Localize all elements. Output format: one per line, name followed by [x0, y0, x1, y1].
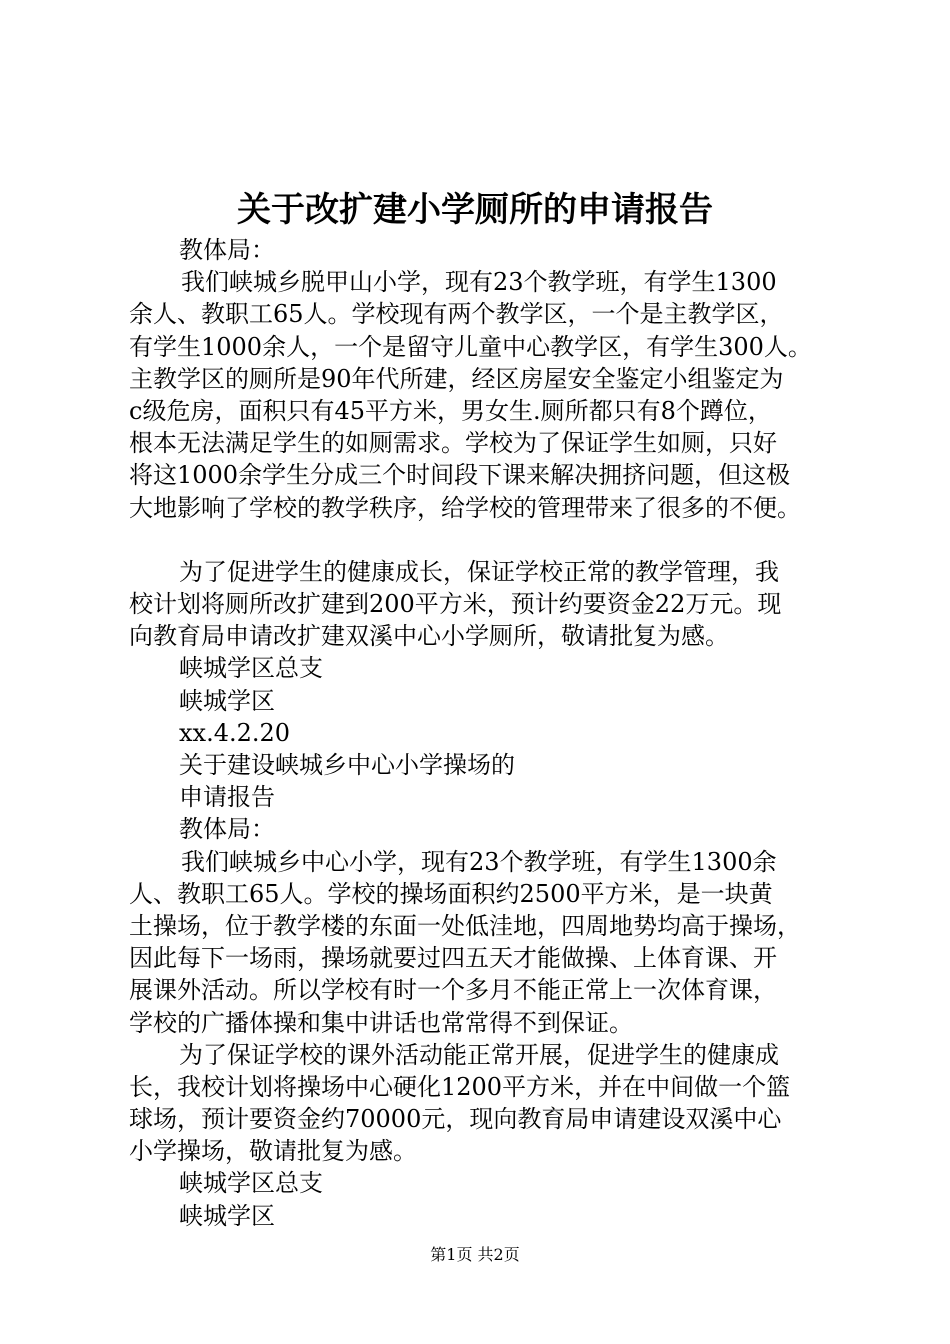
text-line: 长，我校计划将操场中心硬化1200平方米，并在中间做一个篮: [129, 1072, 791, 1101]
text-line: 教体局：: [179, 815, 275, 844]
text-line: 我们峡城乡中心小学，现有23个教学班，有学生1300余: [181, 847, 777, 876]
text-line: 根本无法满足学生的如厕需求。学校为了保证学生如厕，只好: [129, 429, 777, 458]
text-line: 将这1000余学生分成三个时间段下课来解决拥挤问题，但这极: [129, 461, 791, 490]
text-line: 校计划将厕所改扩建到200平方米，预计约要资金22万元。现: [129, 590, 782, 619]
text-line: 主教学区的厕所是90年代所建，经区房屋安全鉴定小组鉴定为: [129, 364, 784, 393]
text-line: 峡城学区: [179, 686, 275, 715]
text-line: 申请报告: [179, 783, 275, 812]
page-footer: 第1页 共2页: [430, 1245, 520, 1264]
text-line: 人、教职工65人。学校的操场面积约2500平方米，是一块黄: [129, 879, 773, 908]
text-line: 有学生1000余人，一个是留守儿童中心教学区，有学生300人。: [129, 332, 812, 361]
text-line: 大地影响了学校的教学秩序，给学校的管理带来了很多的不便。: [129, 493, 801, 522]
text-line: 余人、教职工65人。学校现有两个教学区，一个是主教学区，: [129, 300, 784, 329]
text-line: 球场，预计要资金约70000元，现向教育局申请建设双溪中心: [129, 1105, 782, 1134]
text-line: 峡城学区总支: [179, 1169, 323, 1198]
text-line: 向教育局申请改扩建双溪中心小学厕所，敬请批复为感。: [129, 622, 729, 651]
text-line: 学校的广播体操和集中讲话也常常得不到保证。: [129, 1008, 633, 1037]
text-line: 峡城学区总支: [179, 654, 323, 683]
text-line: 为了促进学生的健康成长，保证学校正常的教学管理，我: [179, 557, 779, 586]
text-line: c级危房，面积只有45平方米，男女生.厕所都只有8个蹲位，: [129, 396, 772, 425]
document-body: [129, 234, 829, 1232]
text-line: xx.4.2.20: [179, 718, 291, 747]
text-line: 小学操场，敬请批复为感。: [129, 1137, 417, 1166]
text-line: 土操场，位于教学楼的东面一处低洼地，四周地势均高于操场，: [129, 911, 801, 940]
text-line: 峡城学区: [179, 1201, 275, 1230]
text-line: 因此每下一场雨，操场就要过四五天才能做操、上体育课、开: [129, 944, 777, 973]
text-line: 关于建设峡城乡中心小学操场的: [179, 751, 515, 779]
text-line: 教体局：: [179, 236, 275, 264]
text-line: 展课外活动。所以学校有时一个多月不能正常上一次体育课，: [129, 976, 777, 1005]
document-title: 关于改扩建小学厕所的申请报告: [237, 190, 713, 230]
text-line: 我们峡城乡脱甲山小学，现有23个教学班，有学生1300: [181, 268, 777, 297]
text-line: 为了保证学校的课外活动能正常开展，促进学生的健康成: [179, 1040, 779, 1069]
blank-line: [129, 524, 829, 556]
